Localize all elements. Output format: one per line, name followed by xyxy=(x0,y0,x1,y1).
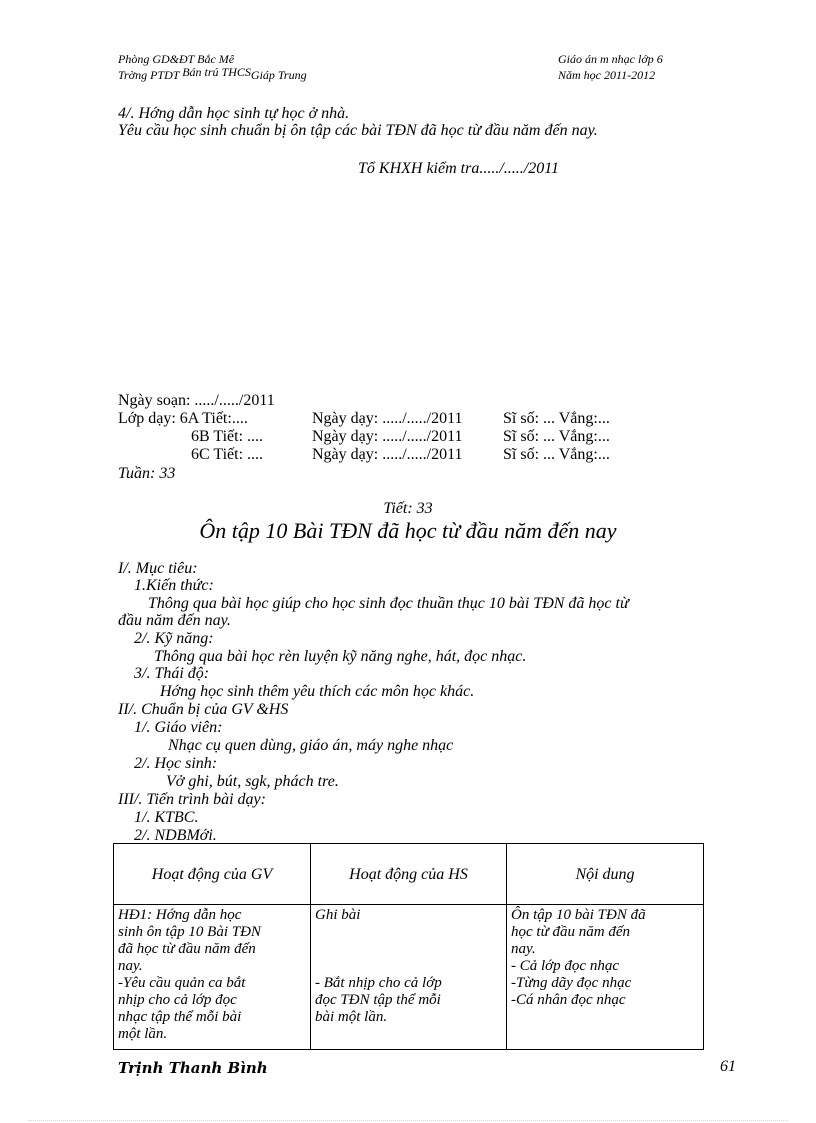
cell-line: nay. xyxy=(511,941,536,957)
teach-date-6a: Ngày dạy: ...../...../2011 xyxy=(312,410,463,427)
cell-line: bài một lần. xyxy=(315,1009,388,1025)
section-objectives: I/. Mục tiêu: xyxy=(118,560,198,577)
class-row-6b: 6B Tiết: .... xyxy=(191,428,264,445)
homework-heading: 4/. Hớng dẫn học sinh tự học ở nhà. xyxy=(118,105,350,122)
cell-line: - Cả lớp đọc nhạc xyxy=(511,958,619,974)
cell-line: nay. xyxy=(118,958,143,974)
header-school-year: Năm học 2011-2012 xyxy=(558,68,656,82)
skills-text: Thông qua bài học rèn luyện kỹ năng nghe, hát, đọc nhạc. xyxy=(154,648,527,665)
cell-line: đã học từ đầu năm đến xyxy=(118,941,256,957)
cell-line: đọc TĐN tập thể mỗi xyxy=(315,992,441,1008)
table-row xyxy=(114,905,704,1050)
cell-line: Ôn tập 10 bài TĐN đã xyxy=(511,907,646,923)
table-header-row xyxy=(114,844,704,905)
cell-teacher-activity xyxy=(114,905,311,1050)
cell-line: sinh ôn tập 10 Bài TĐN xyxy=(118,924,261,940)
cell-line: HĐ1: Hớng dẫn học xyxy=(118,907,242,923)
section-procedure: III/. Tiến trình bài dạy: xyxy=(118,791,266,808)
department-check-date: tra...../...../2011 xyxy=(460,160,560,177)
week-number: Tuần: 33 xyxy=(118,465,176,482)
cell-line: học từ đầu năm đến xyxy=(511,924,630,940)
author-name: Trịnh Thanh Bình xyxy=(118,1059,268,1077)
objective-knowledge: 1.Kiến thức: xyxy=(134,577,214,594)
department-check xyxy=(358,160,559,178)
cell-line: -Yêu cầu quản ca bắt xyxy=(118,975,246,991)
prep-student-text: Vở ghi, bút, sgk, phách tre. xyxy=(166,773,339,790)
header-school-part2: Bán trú THCS xyxy=(182,65,251,79)
lesson-period: Tiết: 33 xyxy=(383,500,433,517)
header-content: Nội dung xyxy=(507,844,704,905)
header-school xyxy=(118,65,307,83)
prep-teacher: 1/. Giáo viên: xyxy=(134,719,223,736)
cell-line: một lần. xyxy=(118,1026,168,1042)
attendance-6a: Sĩ số: ... Vắng:... xyxy=(503,410,610,427)
class-row-6c: 6C Tiết: .... xyxy=(191,446,264,463)
knowledge-text-cont: đầu năm đến nay. xyxy=(118,612,231,629)
activity-table xyxy=(113,843,704,1050)
cell-line: -Từng dãy đọc nhạc xyxy=(511,975,632,991)
teach-date-6b: Ngày dạy: ...../...../2011 xyxy=(312,428,463,445)
header-school-part3: Giáp Trung xyxy=(250,68,307,82)
attitude-text: Hớng học sinh thêm yêu thích các môn học khác. xyxy=(160,683,475,700)
section-preparation: II/. Chuẩn bị của GV &HS xyxy=(118,701,289,718)
cell-content xyxy=(507,905,704,1050)
procedure-review: 1/. KTBC. xyxy=(134,809,199,826)
header-student-activity: Hoạt động của HS xyxy=(311,844,507,905)
prep-teacher-text: Nhạc cụ quen dùng, giáo án, máy nghe nhạc xyxy=(168,737,454,754)
cell-student-activity xyxy=(311,905,507,1050)
objective-attitude: 3/. Thái độ: xyxy=(134,665,210,682)
header-subject: Giáo án m nhạc lớp 6 xyxy=(558,52,663,66)
teach-date-6c: Ngày dạy: ...../...../2011 xyxy=(312,446,463,463)
prep-date: Ngày soạn: ...../...../2011 xyxy=(118,392,275,409)
prep-student: 2/. Học sinh: xyxy=(134,755,218,772)
homework-requirement: Yêu cầu học sinh chuẩn bị ôn tập các bài TĐN đã học từ đầu năm đến nay. xyxy=(118,122,598,139)
cell-line: nhạc tập thể mỗi bài xyxy=(118,1009,242,1025)
header-school-part1: Trờng PTDT xyxy=(118,68,180,82)
cell-line: - Bắt nhịp cho cả lớp xyxy=(315,975,442,991)
header-teacher-activity: Hoạt động của GV xyxy=(114,844,311,905)
cell-line: nhịp cho cả lớp đọc xyxy=(118,992,237,1008)
objective-skills: 2/. Kỹ năng: xyxy=(134,630,214,647)
header-department: Phòng GD&ĐT Bắc Mê xyxy=(118,52,235,66)
class-row-6a: Lớp dạy: 6A Tiết:.... xyxy=(118,410,248,427)
page-edge-divider xyxy=(28,1120,788,1121)
attendance-6b: Sĩ số: ... Vắng:... xyxy=(503,428,610,445)
knowledge-text: Thông qua bài học giúp cho học sinh đọc thuần thục 10 bài TĐN đã học từ xyxy=(148,595,629,612)
lesson-title: Ôn tập 10 Bài TĐN đã học từ đầu năm đến nay xyxy=(199,518,617,543)
page-number: 61 xyxy=(720,1058,736,1075)
cell-spacer xyxy=(315,924,502,975)
procedure-new-content: 2/. NDBMới. xyxy=(134,827,217,844)
attendance-6c: Sĩ số: ... Vắng:... xyxy=(503,446,610,463)
cell-line: -Cá nhân đọc nhạc xyxy=(511,992,626,1008)
cell-line: Ghi bài xyxy=(315,907,361,923)
department-check-label: Tổ KHXH kiểm xyxy=(358,160,457,177)
